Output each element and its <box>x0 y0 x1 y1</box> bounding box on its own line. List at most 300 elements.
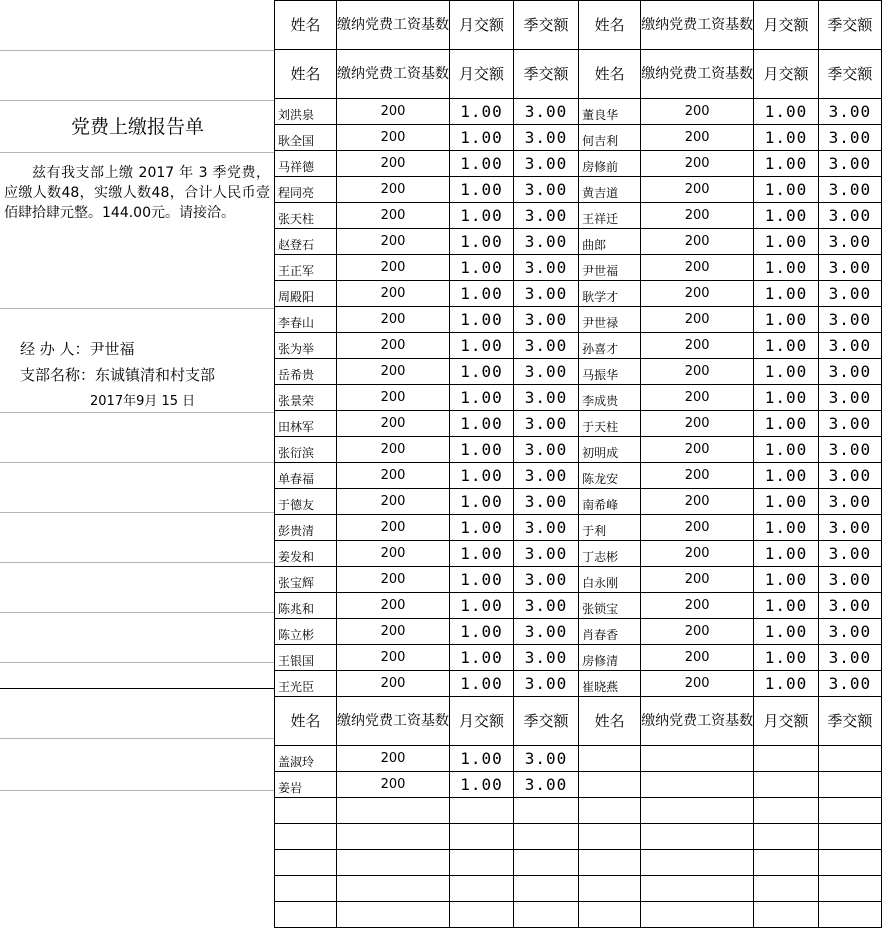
wage-base <box>641 850 754 876</box>
wage-base: 200 <box>337 177 450 203</box>
table-row <box>275 333 882 359</box>
member-name: 尹世福 <box>579 255 641 281</box>
member-name: 张天柱 <box>275 203 337 229</box>
wage-base: 200 <box>337 489 450 515</box>
monthly-amount: 1.00 <box>754 671 819 697</box>
member-name: 姜岩 <box>275 772 337 798</box>
member-name: 初明成 <box>579 437 641 463</box>
quarterly-amount: 3.00 <box>513 671 578 697</box>
monthly-amount: 1.00 <box>754 307 819 333</box>
monthly-amount <box>450 798 514 824</box>
monthly-amount <box>450 876 514 902</box>
wage-base <box>337 824 450 850</box>
quarterly-amount: 3.00 <box>513 203 578 229</box>
wage-base: 200 <box>641 671 754 697</box>
grid-line <box>0 152 275 153</box>
monthly-amount: 1.00 <box>450 99 514 125</box>
wage-base: 200 <box>641 229 754 255</box>
quarterly-amount: 3.00 <box>513 437 578 463</box>
wage-base: 200 <box>641 125 754 151</box>
monthly-amount <box>450 902 514 928</box>
member-name: 李成贵 <box>579 385 641 411</box>
member-name: 白永刚 <box>579 567 641 593</box>
monthly-amount <box>754 798 819 824</box>
monthly-amount: 1.00 <box>450 255 514 281</box>
wage-base: 200 <box>337 229 450 255</box>
table-row <box>275 125 882 151</box>
monthly-amount: 1.00 <box>450 281 514 307</box>
table-row <box>275 541 882 567</box>
member-name <box>579 798 641 824</box>
member-name: 曲郎 <box>579 229 641 255</box>
monthly-amount <box>754 876 819 902</box>
wage-base: 200 <box>337 772 450 798</box>
wage-base: 200 <box>641 541 754 567</box>
member-name: 陈立彬 <box>275 619 337 645</box>
monthly-amount: 1.00 <box>450 515 514 541</box>
monthly-amount: 1.00 <box>754 411 819 437</box>
wage-base: 200 <box>337 645 450 671</box>
member-name: 田林军 <box>275 411 337 437</box>
quarterly-amount: 3.00 <box>513 125 578 151</box>
member-name <box>579 902 641 928</box>
monthly-amount: 1.00 <box>450 541 514 567</box>
grid-line <box>0 662 275 663</box>
quarterly-amount: 3.00 <box>513 541 578 567</box>
member-name: 王光臣 <box>275 671 337 697</box>
member-name: 于德友 <box>275 489 337 515</box>
monthly-amount: 1.00 <box>450 359 514 385</box>
monthly-amount: 1.00 <box>450 671 514 697</box>
monthly-amount: 1.00 <box>450 385 514 411</box>
header-quarterly: 季交额 <box>818 697 881 746</box>
member-name: 张锁宝 <box>579 593 641 619</box>
quarterly-amount: 3.00 <box>818 125 881 151</box>
wage-base: 200 <box>641 333 754 359</box>
table-row <box>275 671 882 697</box>
grid-line <box>0 562 275 563</box>
quarterly-amount <box>513 798 578 824</box>
quarterly-amount: 3.00 <box>818 203 881 229</box>
quarterly-amount <box>818 902 881 928</box>
member-name: 耿学才 <box>579 281 641 307</box>
quarterly-amount: 3.00 <box>513 593 578 619</box>
table-row <box>275 151 882 177</box>
quarterly-amount: 3.00 <box>513 411 578 437</box>
member-name: 崔晓燕 <box>579 671 641 697</box>
member-name <box>579 772 641 798</box>
quarterly-amount <box>818 798 881 824</box>
header-name: 姓名 <box>579 697 641 746</box>
table-row <box>275 567 882 593</box>
wage-base: 200 <box>337 151 450 177</box>
wage-base: 200 <box>641 281 754 307</box>
table-header-row <box>275 50 882 99</box>
date-line: 2017年9月 15 日 <box>90 394 196 409</box>
grid-line <box>0 512 275 513</box>
quarterly-amount: 3.00 <box>513 229 578 255</box>
header-quarterly: 季交额 <box>513 697 578 746</box>
monthly-amount: 1.00 <box>754 541 819 567</box>
monthly-amount: 1.00 <box>450 567 514 593</box>
monthly-amount: 1.00 <box>754 593 819 619</box>
monthly-amount: 1.00 <box>450 229 514 255</box>
quarterly-amount <box>818 746 881 772</box>
monthly-amount: 1.00 <box>754 281 819 307</box>
monthly-amount: 1.00 <box>754 151 819 177</box>
member-name: 张景荣 <box>275 385 337 411</box>
monthly-amount: 1.00 <box>450 437 514 463</box>
monthly-amount: 1.00 <box>754 489 819 515</box>
quarterly-amount: 3.00 <box>818 593 881 619</box>
monthly-amount: 1.00 <box>754 515 819 541</box>
table-row <box>275 203 882 229</box>
wage-base: 200 <box>337 281 450 307</box>
monthly-amount: 1.00 <box>754 177 819 203</box>
wage-base <box>337 850 450 876</box>
handler-line: 经 办 人：尹世福 <box>20 340 135 358</box>
header-base: 缴纳党费工资基数 <box>641 1 754 50</box>
header-monthly: 月交额 <box>450 697 514 746</box>
monthly-amount: 1.00 <box>754 385 819 411</box>
table-row <box>275 411 882 437</box>
wage-base: 200 <box>641 463 754 489</box>
quarterly-amount <box>818 850 881 876</box>
header-name: 姓名 <box>579 1 641 50</box>
quarterly-amount: 3.00 <box>513 746 578 772</box>
quarterly-amount: 3.00 <box>818 489 881 515</box>
monthly-amount: 1.00 <box>450 151 514 177</box>
wage-base: 200 <box>337 671 450 697</box>
monthly-amount: 1.00 <box>754 645 819 671</box>
grid-line <box>0 100 275 101</box>
member-name: 南希峰 <box>579 489 641 515</box>
quarterly-amount: 3.00 <box>513 151 578 177</box>
quarterly-amount: 3.00 <box>818 437 881 463</box>
monthly-amount: 1.00 <box>754 437 819 463</box>
monthly-amount: 1.00 <box>450 746 514 772</box>
quarterly-amount: 3.00 <box>818 671 881 697</box>
wage-base <box>337 876 450 902</box>
wage-base: 200 <box>337 593 450 619</box>
monthly-amount <box>754 850 819 876</box>
monthly-amount: 1.00 <box>450 772 514 798</box>
member-name <box>275 876 337 902</box>
member-name: 黄吉道 <box>579 177 641 203</box>
header-quarterly: 季交额 <box>513 1 578 50</box>
member-name: 尹世禄 <box>579 307 641 333</box>
wage-base: 200 <box>641 255 754 281</box>
header-quarterly: 季交额 <box>818 50 881 99</box>
wage-base: 200 <box>337 567 450 593</box>
wage-base: 200 <box>641 203 754 229</box>
monthly-amount <box>450 850 514 876</box>
wage-base: 200 <box>337 307 450 333</box>
table-row <box>275 645 882 671</box>
monthly-amount: 1.00 <box>450 411 514 437</box>
quarterly-amount: 3.00 <box>513 772 578 798</box>
wage-base: 200 <box>641 567 754 593</box>
report-form-panel <box>0 0 275 896</box>
monthly-amount: 1.00 <box>450 593 514 619</box>
grid-line <box>0 308 275 309</box>
header-monthly: 月交额 <box>754 1 819 50</box>
member-name <box>579 850 641 876</box>
quarterly-amount: 3.00 <box>818 385 881 411</box>
grid-line <box>0 50 275 51</box>
member-name: 董良华 <box>579 99 641 125</box>
member-name: 何吉利 <box>579 125 641 151</box>
member-name <box>275 798 337 824</box>
header-name: 姓名 <box>579 50 641 99</box>
quarterly-amount: 3.00 <box>513 99 578 125</box>
wage-base: 200 <box>641 151 754 177</box>
table-row <box>275 255 882 281</box>
wage-base: 200 <box>641 645 754 671</box>
member-name: 陈兆和 <box>275 593 337 619</box>
monthly-amount: 1.00 <box>450 645 514 671</box>
quarterly-amount: 3.00 <box>818 411 881 437</box>
monthly-amount: 1.00 <box>450 489 514 515</box>
table-row <box>275 798 882 824</box>
quarterly-amount: 3.00 <box>513 333 578 359</box>
monthly-amount: 1.00 <box>754 203 819 229</box>
wage-base: 200 <box>641 489 754 515</box>
monthly-amount: 1.00 <box>450 203 514 229</box>
header-name: 姓名 <box>275 50 337 99</box>
member-name: 张宝辉 <box>275 567 337 593</box>
form-paragraph: 兹有我支部上缴 2017 年 3 季党费，应缴人数48，实缴人数48，合计人民币壹佰肆拾肆元整。144.00元。请接洽。 <box>4 165 270 221</box>
member-name <box>579 824 641 850</box>
member-name: 房修前 <box>579 151 641 177</box>
monthly-amount: 1.00 <box>450 177 514 203</box>
header-base: 缴纳党费工资基数 <box>337 697 450 746</box>
member-name: 周殿阳 <box>275 281 337 307</box>
monthly-amount <box>754 824 819 850</box>
quarterly-amount <box>513 902 578 928</box>
wage-base: 200 <box>641 307 754 333</box>
table-row <box>275 876 882 902</box>
grid-line <box>0 738 275 739</box>
wage-base: 200 <box>337 746 450 772</box>
quarterly-amount: 3.00 <box>818 619 881 645</box>
quarterly-amount: 3.00 <box>513 177 578 203</box>
member-name: 房修清 <box>579 645 641 671</box>
monthly-amount: 1.00 <box>450 619 514 645</box>
wage-base: 200 <box>337 411 450 437</box>
wage-base <box>641 772 754 798</box>
quarterly-amount: 3.00 <box>513 619 578 645</box>
quarterly-amount: 3.00 <box>818 151 881 177</box>
member-name: 张衍滨 <box>275 437 337 463</box>
table-row <box>275 515 882 541</box>
wage-base: 200 <box>641 99 754 125</box>
grid-line <box>0 688 275 689</box>
header-name: 姓名 <box>275 1 337 50</box>
wage-base <box>641 746 754 772</box>
wage-base: 200 <box>337 333 450 359</box>
monthly-amount <box>754 772 819 798</box>
quarterly-amount: 3.00 <box>818 307 881 333</box>
table-row <box>275 99 882 125</box>
member-name: 马振华 <box>579 359 641 385</box>
form-title: 党费上缴报告单 <box>70 116 204 138</box>
monthly-amount <box>754 746 819 772</box>
quarterly-amount: 3.00 <box>513 567 578 593</box>
monthly-amount: 1.00 <box>754 99 819 125</box>
table-row <box>275 463 882 489</box>
wage-base: 200 <box>641 385 754 411</box>
quarterly-amount <box>513 824 578 850</box>
monthly-amount: 1.00 <box>754 359 819 385</box>
wage-base: 200 <box>641 593 754 619</box>
quarterly-amount: 3.00 <box>513 645 578 671</box>
wage-base <box>337 902 450 928</box>
member-name: 彭贵清 <box>275 515 337 541</box>
wage-base <box>641 824 754 850</box>
quarterly-amount: 3.00 <box>513 359 578 385</box>
monthly-amount: 1.00 <box>450 307 514 333</box>
table-row <box>275 850 882 876</box>
member-name: 陈龙安 <box>579 463 641 489</box>
member-name: 王祥迁 <box>579 203 641 229</box>
quarterly-amount: 3.00 <box>818 645 881 671</box>
table-row <box>275 824 882 850</box>
header-base: 缴纳党费工资基数 <box>337 50 450 99</box>
member-name: 单春福 <box>275 463 337 489</box>
member-name: 于天柱 <box>579 411 641 437</box>
monthly-amount: 1.00 <box>450 125 514 151</box>
quarterly-amount <box>818 772 881 798</box>
quarterly-amount: 3.00 <box>513 307 578 333</box>
wage-base: 200 <box>337 463 450 489</box>
member-name: 姜发和 <box>275 541 337 567</box>
quarterly-amount: 3.00 <box>513 255 578 281</box>
quarterly-amount <box>818 824 881 850</box>
monthly-amount: 1.00 <box>754 125 819 151</box>
wage-base: 200 <box>337 515 450 541</box>
quarterly-amount: 3.00 <box>818 229 881 255</box>
member-name: 丁志彬 <box>579 541 641 567</box>
table-row <box>275 772 882 798</box>
table-header-row <box>275 1 882 50</box>
wage-base: 200 <box>641 515 754 541</box>
quarterly-amount: 3.00 <box>513 281 578 307</box>
dues-table <box>274 0 882 928</box>
monthly-amount <box>450 824 514 850</box>
table-row <box>275 746 882 772</box>
member-name: 刘洪泉 <box>275 99 337 125</box>
header-monthly: 月交额 <box>450 50 514 99</box>
wage-base <box>641 902 754 928</box>
member-name <box>275 850 337 876</box>
table-row <box>275 385 882 411</box>
wage-base: 200 <box>641 177 754 203</box>
table-row <box>275 437 882 463</box>
member-name: 王银国 <box>275 645 337 671</box>
member-name: 马祥德 <box>275 151 337 177</box>
member-name <box>275 824 337 850</box>
member-name: 耿全国 <box>275 125 337 151</box>
grid-line <box>0 462 275 463</box>
grid-line <box>0 790 275 791</box>
header-monthly: 月交额 <box>754 697 819 746</box>
quarterly-amount <box>513 850 578 876</box>
header-name: 姓名 <box>275 697 337 746</box>
quarterly-amount <box>818 876 881 902</box>
header-quarterly: 季交额 <box>818 1 881 50</box>
quarterly-amount: 3.00 <box>818 359 881 385</box>
quarterly-amount: 3.00 <box>818 99 881 125</box>
wage-base: 200 <box>337 99 450 125</box>
header-base: 缴纳党费工资基数 <box>641 697 754 746</box>
table-row <box>275 902 882 928</box>
quarterly-amount: 3.00 <box>818 515 881 541</box>
wage-base <box>641 876 754 902</box>
header-quarterly: 季交额 <box>513 50 578 99</box>
wage-base: 200 <box>337 125 450 151</box>
table-row <box>275 489 882 515</box>
header-monthly: 月交额 <box>754 50 819 99</box>
monthly-amount: 1.00 <box>450 333 514 359</box>
monthly-amount: 1.00 <box>450 463 514 489</box>
quarterly-amount: 3.00 <box>818 463 881 489</box>
member-name <box>579 746 641 772</box>
header-monthly: 月交额 <box>450 1 514 50</box>
member-name: 张为举 <box>275 333 337 359</box>
quarterly-amount: 3.00 <box>513 489 578 515</box>
quarterly-amount <box>513 876 578 902</box>
member-name: 程同亮 <box>275 177 337 203</box>
quarterly-amount: 3.00 <box>818 541 881 567</box>
quarterly-amount: 3.00 <box>513 463 578 489</box>
monthly-amount: 1.00 <box>754 619 819 645</box>
quarterly-amount: 3.00 <box>818 333 881 359</box>
quarterly-amount: 3.00 <box>818 177 881 203</box>
quarterly-amount: 3.00 <box>513 515 578 541</box>
branch-line: 支部名称：东诚镇清和村支部 <box>20 366 216 384</box>
member-name <box>579 876 641 902</box>
table-row <box>275 177 882 203</box>
quarterly-amount: 3.00 <box>818 255 881 281</box>
grid-line <box>0 412 275 413</box>
wage-base: 200 <box>337 255 450 281</box>
monthly-amount: 1.00 <box>754 463 819 489</box>
table-row <box>275 307 882 333</box>
member-name: 孙喜才 <box>579 333 641 359</box>
wage-base <box>337 798 450 824</box>
member-name <box>275 902 337 928</box>
wage-base: 200 <box>337 619 450 645</box>
monthly-amount: 1.00 <box>754 229 819 255</box>
monthly-amount: 1.00 <box>754 567 819 593</box>
wage-base: 200 <box>337 541 450 567</box>
member-name: 盖淑玲 <box>275 746 337 772</box>
table-row <box>275 281 882 307</box>
table-row <box>275 359 882 385</box>
wage-base: 200 <box>641 437 754 463</box>
monthly-amount: 1.00 <box>754 255 819 281</box>
wage-base: 200 <box>641 619 754 645</box>
member-name: 于利 <box>579 515 641 541</box>
monthly-amount <box>754 902 819 928</box>
table-row <box>275 593 882 619</box>
table-header-row <box>275 697 882 746</box>
wage-base: 200 <box>641 411 754 437</box>
monthly-amount: 1.00 <box>754 333 819 359</box>
grid-line <box>0 612 275 613</box>
table-row <box>275 619 882 645</box>
